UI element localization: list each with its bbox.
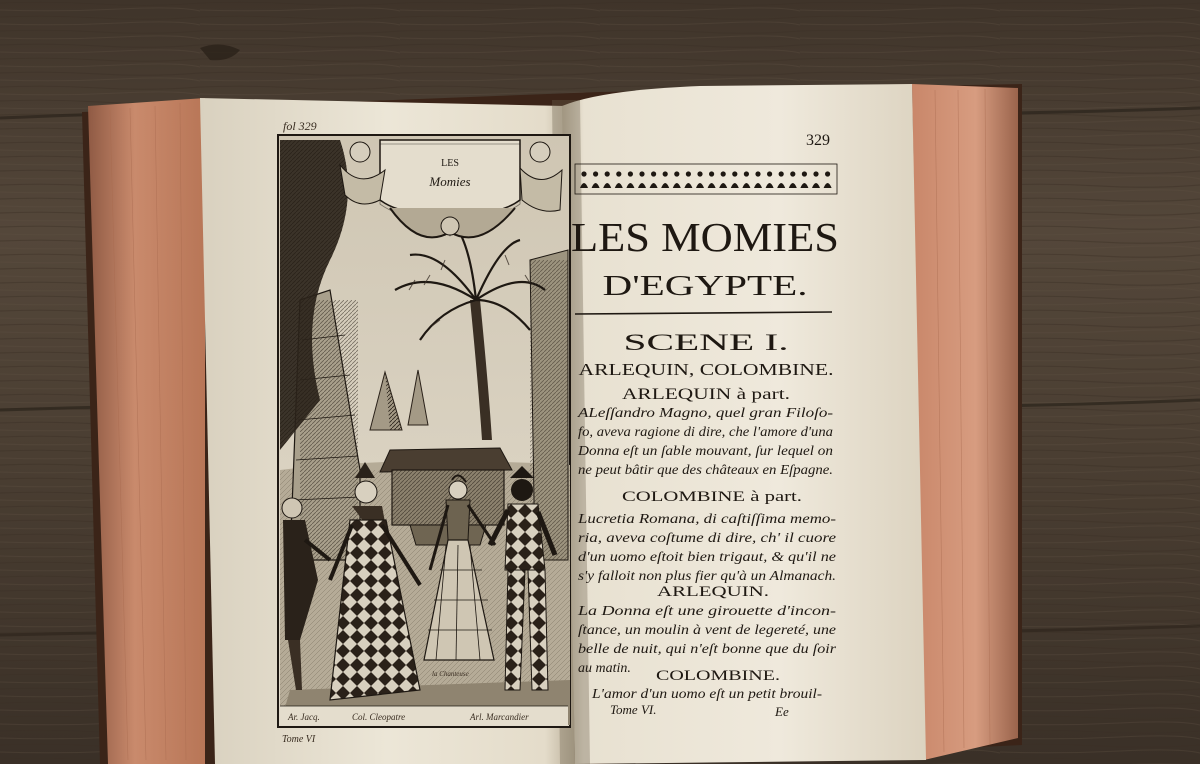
speech-line: belle de nuit, qui n'eſt bonne que du ſoir	[578, 642, 837, 657]
fleuron-ornament	[755, 171, 760, 176]
right-page-edges	[912, 84, 1018, 760]
fleuron-ornament	[767, 171, 772, 176]
fleuron-ornament	[779, 171, 784, 176]
speaker-colombine-1: COLOMBINE à part.	[622, 489, 802, 505]
speech-line: Donna eſt un ſable mouvant, ſur lequel on	[576, 444, 833, 459]
speech-line: au matin.	[578, 661, 631, 676]
speech-line: ria, aveva coſtume di dire, ch' il cuore	[578, 531, 836, 546]
caption-cleopatre: Col. Cleopatre	[352, 712, 406, 722]
fleuron-ornament	[628, 171, 633, 176]
speaker-arlequin-1: ARLEQUIN à part.	[622, 386, 790, 403]
footer-signature: Tome VI.	[610, 702, 657, 717]
fleuron-ornament	[674, 171, 679, 176]
left-page-edges	[88, 98, 205, 764]
speech-line: ne peut bâtir que des châteaux en Eſpagne.	[578, 463, 833, 478]
fleuron-ornament	[732, 171, 737, 176]
speaker-arlequin-2: ARLEQUIN.	[657, 584, 769, 600]
speech-line: d'un uomo eſtoit bien trigaut, & qu'il ne	[578, 550, 836, 565]
fleuron-ornament	[744, 171, 749, 176]
fleuron-ornament	[605, 171, 610, 176]
fleuron-ornament	[686, 171, 691, 176]
speech-line: s'y falloit non plus fier qu'à un Almanach.	[578, 569, 836, 584]
caption-chanteuse: la Chanteuse	[432, 670, 469, 678]
speech-block-4	[591, 687, 822, 702]
speech-line: La Donna eſt une girouette d'incon-	[576, 604, 837, 619]
speech-line: L'amor d'un uomo eſt un petit brouil-	[590, 687, 823, 702]
caption-marcandier: Arl. Marcandier	[470, 712, 529, 722]
cartouche-line1: LES	[441, 158, 459, 169]
speaker-colombine-2: COLOMBINE.	[656, 668, 780, 684]
fleuron-ornament	[697, 171, 702, 176]
cartouche-line2: Momies	[429, 174, 471, 189]
page-number: 329	[806, 132, 830, 149]
speech-line: ALeſſandro Magno, quel gran Filoſo-	[576, 406, 834, 421]
speech-line: ſtance, un moulin à vent de legereté, une	[578, 623, 836, 638]
fleuron-ornament	[663, 171, 668, 176]
title-line1: LES MOMIES	[571, 214, 839, 260]
engraving-plate	[278, 135, 570, 727]
speech-line: Lucretia Romana, di caſtiſſima memo-	[576, 512, 837, 527]
fleuron-ornament	[593, 171, 598, 176]
fleuron-ornament	[802, 171, 807, 176]
title-line2: D'EGYPTE.	[602, 271, 808, 302]
footer-gathering-mark: Ee	[775, 704, 789, 719]
speech-line: fo, aveva ragione di dire, che l'amore d'una	[578, 425, 833, 440]
character-list: ARLEQUIN, COLOMBINE.	[578, 360, 834, 379]
fleuron-ornament	[651, 171, 656, 176]
fleuron-ornament	[721, 171, 726, 176]
caption-arlequin-jacq: Ar. Jacq.	[288, 712, 320, 722]
fleuron-ornament	[616, 171, 621, 176]
left-page-signature: Tome VI	[282, 734, 316, 745]
fleuron-ornament	[790, 171, 795, 176]
fleuron-ornament	[581, 171, 586, 176]
fleuron-ornament	[639, 171, 644, 176]
fleuron-ornament	[825, 171, 830, 176]
fleuron-ornament	[813, 171, 818, 176]
handwritten-folio-note: fol 329	[283, 119, 317, 133]
scene-heading: SCENE I.	[623, 330, 789, 355]
fleuron-ornament	[709, 171, 714, 176]
